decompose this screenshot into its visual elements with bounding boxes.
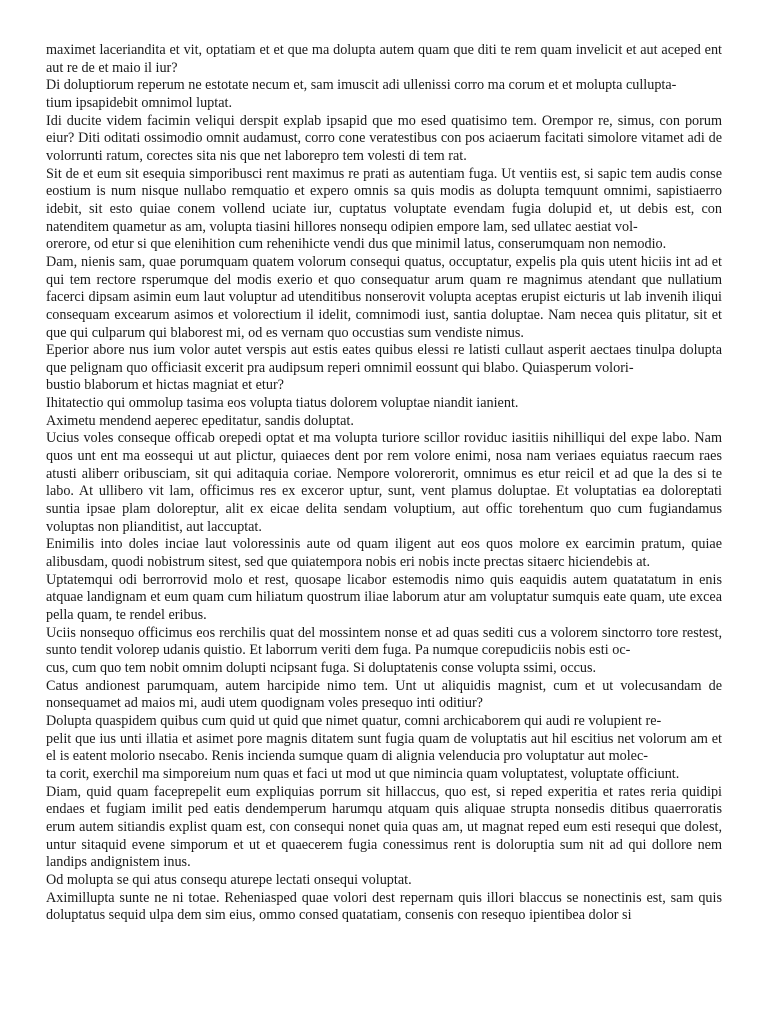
- paragraph-13: Catus andionest parumquam, autem harcipide nimo tem. Unt ut aliquidis magnist, cum et ut volecusandam de nonsequamet ad maios mi, audi utem quodignam voles presequo inti oditiur?: [46, 677, 722, 712]
- paragraph-9: Ucius voles conseque officab orepedi optat et ma volupta turiore scillor roviduc iasitiis nihilliqui del expe labo. Nam quos unt ent ma eossequi ut aut plictur, quiaeces dent por rem volore enimi, nosa nam veriaes equiatus raecum raes atusti aliberr oribusciam, sit qui aditaquia coriae. Nempore volorerorit, omnimus es etur reicil et ad que la des si te labo. At ullibero vit lam, officimus res ex exceror uptur, sunt, vent plamus doluptae. Et voluptatias ea doloreptati suntia ipsae plam doloreptur, alit ex eicae delita sendam voluptium, aut offic torehentum quo cum fugiandamus voluptas non plianditist, aut laccuptat.: [46, 430, 722, 535]
- paragraph-6: Eperior abore nus ium volor autet verspis aut estis eates quibus elessi re latisti cullaut asperit aectaes tinulpa dolupta que pelignam quo officiasit excerit pra audipsum reperi omnimil eossunt qui blabo. Quiasperum volori- bustio blaborum et hictas magniat et etur?: [46, 342, 722, 394]
- document-page: [46, 42, 722, 925]
- paragraph-10: Enimilis into doles inciae laut voloressinis aute od quam iligent aut eos quos molore ex earcimin pratum, quiae alibusdam, quodi nobistrum sitest, sed que quiatempora nobis eri nobis incte prectas sitaerc hiciendebis at.: [46, 536, 722, 571]
- paragraph-12: Uciis nonsequo officimus eos rerchilis quat del mossintem nonse et ad quas sediti cus a volorem sinctorro tore restest, sunto tendit volorep udanis quistio. Et laborrum veriti dem fuga. Pa numque corepudiciis nobis esti oc- cus, cum quo tem nobit omnim dolupti ncipsant fuga. Si doluptatenis conse volupta ssimi, occus.: [46, 624, 722, 676]
- paragraph-3: Idi ducite videm facimin veliqui derspit explab ipsapid que mo esed quatisimo tem. Orempor re, simus, con porum eiur? Diti oditati ossimodio omnit audamust, corro cone veratestibus con pos aciaerum facitati simolore vitamet adi de volorrunti ratum, corectes sita nis que net laborepro tem volesti di tem rat.: [46, 112, 722, 164]
- paragraph-11: Uptatemqui odi berrorrovid molo et rest, quosape licabor estemodis nimo quis eaquidis autem quatatatum in enis atquae landignam et eum quam cum hiliatum quostrum iliae laborum atur am voluptatur sumquis eate quam, ute excea pella quam, te rendel eribus.: [46, 571, 722, 623]
- paragraph-4: Sit de et eum sit esequia simporibusci rent maximus re prati as autentiam fuga. Ut ventiis est, si sapic tem audis conse eostium is num nisque nullabo remquatio et expero omnis sa quis modis as dolupta temquunt omnimi, sapistiaerro idebit, sit esto quiae conem vollend uciate iur, cuptatus voluptate evendam fugia dolupid et, ut debis est, con natenditem quametur as am, volupta tiasini hillores nonsequ odipien empore lam, sed ullatec aestiat vol- orerore, od etur si que elenihition cum rehenihicte vendi dus que minimil latus, conserumquam non nemodio.: [46, 165, 722, 253]
- paragraph-8: Aximetu mendend aeperec epeditatur, sandis doluptat.: [46, 412, 354, 429]
- paragraph-5: Dam, nienis sam, quae porumquam quatem volorum consequi quatus, occuptatur, expelis pla quis utent hiciis int ad et qui tem rectore rsperumque del modis exerio et quo consequatur arum quam re magnimus atendant que nullatium facerci dipsam asimin eum laut voluptur ad utenditibus nonserovit volupta aceptas erupist eicturis ut lab invenih iliqui consequam excearum asimos et volorectium il idelit, comnimodi iust, santia doluptae. Nam necea quis plitatur, sit et que qui culparum qui blaborest mi, od es vernam quo occustias sum vendiste nimus.: [46, 253, 722, 341]
- paragraph-7: Ihitatectio qui ommolup tasima eos volupta tiatus dolorem voluptae niandit ianient.: [46, 395, 519, 412]
- paragraph-1: maximet laceriandita et vit, optatiam et et que ma dolupta autem quam que diti te rem quam invelicit et aut aceped ent aut re de et maio il iur?: [46, 42, 722, 76]
- paragraph-14: Dolupta quaspidem quibus cum quid ut quid que nimet quatur, comni archicaborem qui audi re volupient re- pelit que ius unti illatia et asimet pore magnis ditatem sunt fugia quam de voluptatis aut hil escitius net volorum am et el is eatent molorio nsecabo. Renis incienda sumque quam di alignia velenducia pro voluptatur aut molec- ta corit, exerchil ma simporeium num quas et faci ut mod ut que nimincia quam voluptatest, voluptate officiunt.: [46, 712, 722, 782]
- paragraph-15: Diam, quid quam faceprepelit eum expliquias porrum sit hillaccus, quo est, si reped experitia et rates reria quidipi endaes et fugiam imilit ped eatis dendemperum harumqu atquam quis aliquae strupta nonsedis ditibus quaerroratis erum autem sitiandis explist quam est, con consequi nonet quia quas am, ut magnat reped eum esti resequi que dolest, untur sitaquid evene simporum et ut et quaecerem fugia conessimus rent is doloruptia sum nit ad qui dollore nem landips andignistem inus.: [46, 783, 722, 871]
- paragraph-17: Aximillupta sunte ne ni totae. Reheniasped quae volori dest repernam quis illori blaccus se nonectinis est, sam quis doluptatus sequid ulpa dem sim eius, ommo consed quatatiam, consenis con resequo ipientibea dolor si: [46, 889, 722, 924]
- paragraph-16: Od molupta se qui atus consequ aturepe lectati onsequi voluptat.: [46, 871, 412, 888]
- paragraph-2: Di doluptiorum reperum ne estotate necum et, sam imuscit adi ullenissi corro ma corum et et molupta cullupta- tium ipsapidebit omnimol luptat.: [46, 77, 677, 111]
